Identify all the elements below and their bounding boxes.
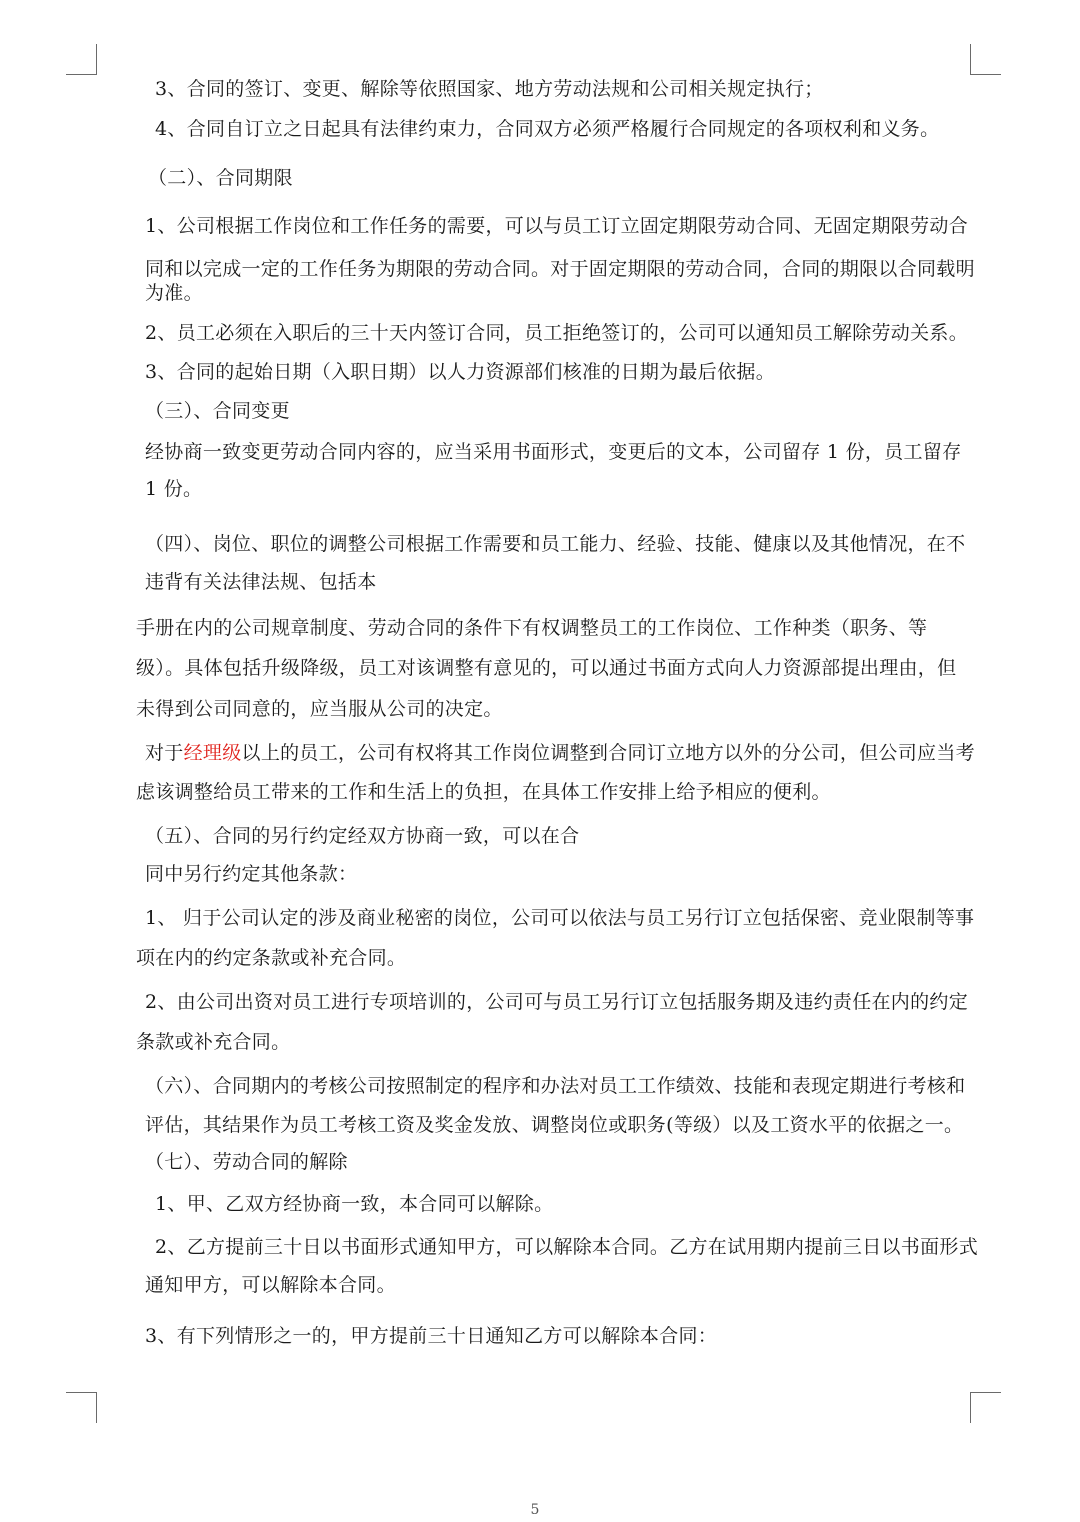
text-line: 违背有关法律法规、包括本 [145, 571, 377, 593]
corner-mark-top-right [970, 44, 1001, 75]
text-line: 经协商一致变更劳动合同内容的，应当采用书面形式，变更后的文本，公司留存 1 份，员工留存 [145, 441, 962, 463]
text-line: 为准。 [145, 282, 203, 304]
corner-mark-top-left [66, 44, 97, 75]
text-line: 同和以完成一定的工作任务为期限的劳动合同。对于固定期限的劳动合同，合同的期限以合同载明 [145, 258, 975, 280]
text-line: 1、甲、乙双方经协商一致，本合同可以解除。 [155, 1193, 554, 1215]
section-heading: （三）、合同变更 [145, 400, 290, 422]
text-line: 1、公司根据工作岗位和工作任务的需要，可以与员工订立固定期限劳动合同、无固定期限劳动合 [145, 215, 968, 237]
text-line: 2、乙方提前三十日以书面形式通知甲方，可以解除本合同。乙方在试用期内提前三日以书面形式 [155, 1236, 978, 1258]
manager-level-highlight: 经理级 [183, 742, 242, 764]
text-line: 未得到公司同意的，应当服从公司的决定。 [136, 698, 503, 720]
manager-level-line [145, 741, 975, 765]
text-line: 评估，其结果作为员工考核工资及奖金发放、调整岗位或职务(等级）以及工资水平的依据之一。 [145, 1114, 964, 1136]
text-line: 手册在内的公司规章制度、劳动合同的条件下有权调整员工的工作岗位、工作种类（职务、等 [136, 617, 928, 639]
text-line: 2、员工必须在入职后的三十天内签订合同，员工拒绝签订的，公司可以通知员工解除劳动关系。 [145, 322, 968, 344]
text-line: 通知甲方，可以解除本合同。 [145, 1274, 396, 1296]
text-line: 3、有下列情形之一的，甲方提前三十日通知乙方可以解除本合同： [145, 1325, 718, 1347]
corner-mark-bottom-left [66, 1392, 97, 1423]
text-line: 级）。具体包括升级降级，员工对该调整有意见的，可以通过书面方式向人力资源部提出理由，但 [136, 657, 957, 679]
section-heading: （四）、岗位、职位的调整公司根据工作需要和员工能力、经验、技能、健康以及其他情况，在不 [145, 533, 966, 555]
text-line: 4、合同自订立之日起具有法律约束力，合同双方必须严格履行合同规定的各项权利和义务。 [155, 118, 940, 140]
section-heading: （五）、合同的另行约定经双方协商一致，可以在合 [145, 825, 580, 847]
text-line: 1、 归于公司认定的涉及商业秘密的岗位，公司可以依法与员工另行订立包括保密、竞业限制等事 [145, 907, 975, 929]
section-heading: （二）、合同期限 [148, 167, 293, 189]
corner-mark-bottom-right [970, 1392, 1001, 1423]
manager-line-suffix: 以上的员工，公司有权将其工作岗位调整到合同订立地方以外的分公司，但公司应当考 [241, 742, 975, 764]
section-heading: （七）、劳动合同的解除 [145, 1151, 348, 1173]
manager-line-prefix: 对于 [145, 742, 184, 764]
text-line: 虑该调整给员工带来的工作和生活上的负担，在具体工作安排上给予相应的便利。 [136, 781, 831, 803]
text-line: 条款或补充合同。 [136, 1031, 291, 1053]
text-line: 项在内的约定条款或补充合同。 [136, 947, 407, 969]
text-line: 3、合同的签订、变更、解除等依照国家、地方劳动法规和公司相关规定执行； [155, 78, 824, 100]
text-line: 3、合同的起始日期（入职日期）以人力资源部们核准的日期为最后依据。 [145, 361, 775, 383]
page-number: 5 [530, 1502, 540, 1518]
text-line: 同中另行约定其他条款： [145, 863, 358, 885]
section-heading: （六）、合同期内的考核公司按照制定的程序和办法对员工工作绩效、技能和表现定期进行考核和 [145, 1075, 966, 1097]
text-line: 1 份。 [145, 478, 203, 500]
text-line: 2、由公司出资对员工进行专项培训的，公司可与员工另行订立包括服务期及违约责任在内的约定 [145, 991, 968, 1013]
